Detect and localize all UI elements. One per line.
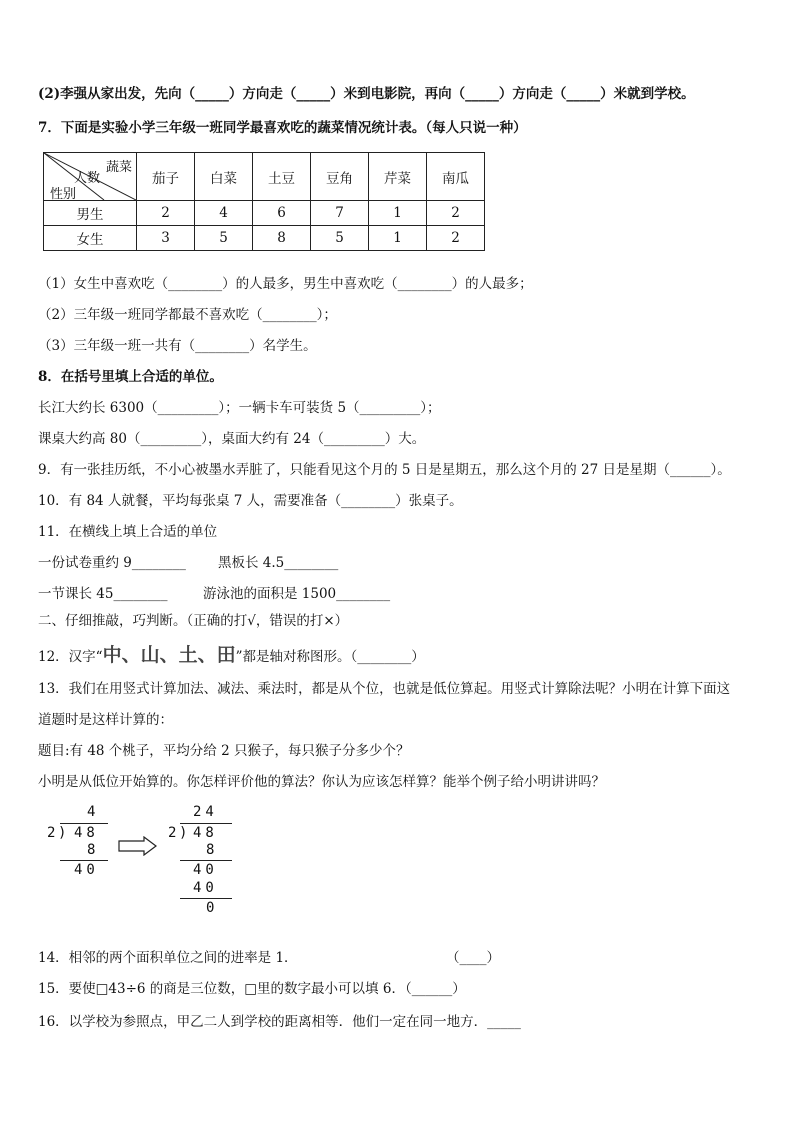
table-cell: 2 [137, 201, 195, 226]
left-step1: 8 [87, 842, 96, 858]
column-header: 豆角 [311, 153, 369, 201]
q12 [38, 640, 425, 667]
right-dividend: 48 [193, 825, 218, 841]
q13-line1: 13．我们在用竖式计算加法、减法、乘法时，都是从个位，也就是低位算起。用竖式计算除法呢？小明在计算下面这 [38, 681, 731, 697]
table-cell: 2 [427, 226, 485, 251]
right-step2: 40 [193, 862, 218, 878]
right-step1: 8 [206, 842, 215, 858]
survey-table [43, 152, 485, 251]
q11-item-c: 一节课长 45________ [38, 586, 168, 602]
q8-line1: 长江大约长 6300（_________）；一辆卡车可装货 5（_________）； [38, 400, 441, 416]
column-header: 土豆 [253, 153, 311, 201]
q14: 14．相邻的两个面积单位之间的进率是 1． [38, 950, 298, 966]
table-cell: 3 [137, 226, 195, 251]
table-cell: 8 [253, 226, 311, 251]
q10: 10．有 84 人就餐，平均每张桌 7 人，需要准备（________）张桌子。 [38, 493, 463, 509]
q11-title: 11．在横线上填上合适的单位 [38, 524, 218, 540]
q12-after: ”都是轴对称图形。（________） [235, 649, 425, 665]
q15: 15．要使□43÷6 的商是三位数，□里的数字最小可以填 6．（______） [38, 981, 466, 997]
left-quotient: 4 [87, 804, 96, 820]
table-cell: 2 [427, 201, 485, 226]
right-step3: 40 [193, 880, 218, 896]
row-label: 男生 [44, 201, 137, 226]
right-remainder: 0 [206, 900, 215, 916]
table-row [44, 226, 485, 251]
column-header: 芹菜 [369, 153, 427, 201]
left-dividend: 48 [74, 825, 99, 841]
column-header: 茄子 [137, 153, 195, 201]
left-step2: 40 [74, 862, 99, 878]
q9: 9．有一张挂历纸，不小心被墨水弄脏了，只能看见这个月的 5 日是星期五，那么这个月的 27 日是星期（______）。 [38, 462, 731, 478]
corner-label-gender: 性别 [50, 187, 77, 202]
table-corner-header [44, 153, 137, 201]
section-2-heading: 二、仔细推敲，巧判断。（正确的打√，错误的打×） [38, 613, 349, 629]
q12-characters: 中、山、土、田 [102, 644, 236, 666]
q8-line2: 课桌大约高 80（_________），桌面大约有 24（_________）大。 [38, 431, 426, 447]
q7-sub2: （2）三年级一班同学都最不喜欢吃（________）； [38, 307, 337, 323]
q8-title: 8．在括号里填上合适的单位。 [38, 369, 223, 385]
q7-sub3: （3）三年级一班一共有（________）名学生。 [38, 338, 317, 354]
table-cell: 5 [311, 226, 369, 251]
q13-line3: 题目:有 48 个桃子，平均分给 2 只猴子，每只猴子分多少个？ [38, 743, 410, 759]
column-header: 南瓜 [427, 153, 485, 201]
right-arrow-icon [118, 836, 158, 856]
column-header: 白菜 [195, 153, 253, 201]
q7-sub1: （1）女生中喜欢吃（________）的人最多，男生中喜欢吃（________）的人最多； [38, 276, 533, 292]
row-label: 女生 [44, 226, 137, 251]
corner-label-vegetable: 蔬菜 [105, 160, 132, 175]
q12-before: 12．汉字“ [38, 649, 103, 665]
q13-line2: 道题时是这样计算的： [38, 712, 173, 728]
table-cell: 6 [253, 201, 311, 226]
right-quotient: 24 [193, 804, 218, 820]
corner-label-count: 人数 [74, 171, 101, 186]
q14-answer-blank: （____） [446, 950, 500, 966]
q16: 16．以学校为参照点，甲乙二人到学校的距离相等．他们一定在同一地方．_____ [38, 1014, 521, 1030]
table-cell: 5 [195, 226, 253, 251]
q11-item-b: 黑板长 4.5________ [218, 555, 339, 571]
q7-title: 7．下面是实验小学三年级一班同学最喜欢吃的蔬菜情况统计表。（每人只说一种） [38, 120, 527, 136]
q11-item-a: 一份试卷重约 9________ [38, 555, 186, 571]
table-cell: 7 [311, 201, 369, 226]
table-cell: 1 [369, 201, 427, 226]
table-cell: 1 [369, 226, 427, 251]
table-row [44, 201, 485, 226]
q11-item-d: 游泳池的面积是 1500________ [203, 586, 391, 602]
q13-line4: 小明是从低位开始算的。你怎样评价他的算法？你认为应该怎样算？能举个例子给小明讲讲吗？ [38, 774, 605, 790]
table-cell: 4 [195, 201, 253, 226]
q6-part2: (2)李强从家出发，先向（_____）方向走（_____）米到电影院，再向（_____）方向走（_____）米就到学校。 [38, 86, 695, 102]
right-divisor: 2 [168, 825, 177, 841]
left-divisor: 2 [47, 825, 56, 841]
